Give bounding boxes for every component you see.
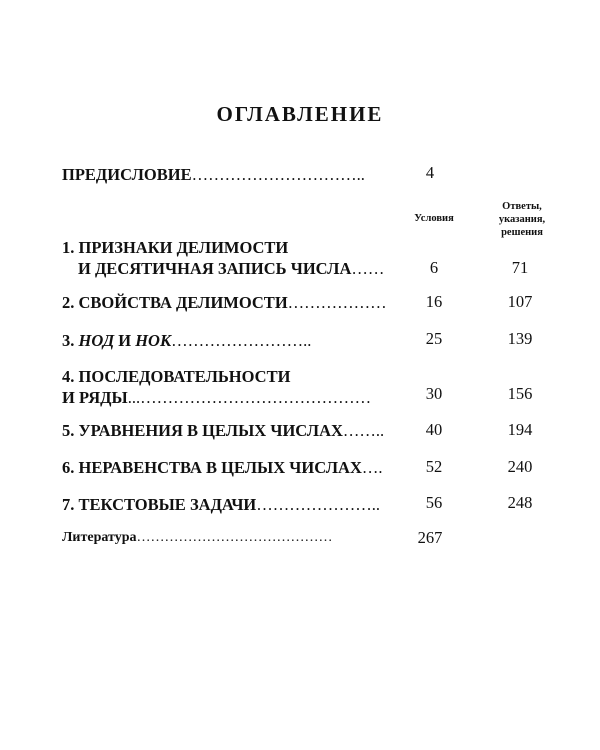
chapter-5-answers-page: 194 [507, 420, 533, 439]
column-header-answers [482, 200, 562, 239]
toc-entry-chapter-4-line1: 4. ПОСЛЕДОВАТЕЛЬНОСТИ [62, 367, 291, 386]
entry-label: ПРЕДИСЛОВИЕ [62, 165, 192, 184]
entry-lcm: НОК [135, 331, 172, 350]
entry-dots: ………………….. [256, 495, 381, 514]
toc-entry-chapter-4-line2 [62, 388, 371, 408]
toc-title: ОГЛАВЛЕНИЕ [216, 102, 384, 126]
entry-dots: …. [361, 458, 383, 477]
chapter-1-conditions-page: 6 [429, 258, 439, 277]
answers-header-line3: решения [501, 227, 543, 238]
chapter-6-answers-page: 240 [507, 457, 533, 476]
entry-label: 5. УРАВНЕНИЯ В ЦЕЛЫХ ЧИСЛАХ [62, 421, 343, 440]
entry-dots: ………………………….. [191, 165, 365, 184]
chapter-2-conditions-page: 16 [425, 292, 443, 311]
answers-header-line1: Ответы, [502, 201, 542, 212]
chapter-4-conditions-page: 30 [425, 384, 443, 403]
literature-page: 267 [417, 528, 443, 547]
chapter-2-answers-page: 107 [507, 292, 533, 311]
entry-label: 7. ТЕКСТОВЫЕ ЗАДАЧИ [62, 495, 257, 514]
chapter-7-answers-page: 248 [507, 493, 533, 512]
entry-dots: …………………….. [171, 331, 312, 350]
entry-label: 2. СВОЙСТВА ДЕЛИМОСТИ [62, 293, 288, 312]
toc-entry-chapter-3 [62, 331, 311, 351]
chapter-1-answers-page: 71 [511, 258, 529, 277]
chapter-6-conditions-page: 52 [425, 457, 443, 476]
answers-header-line2: указания, [498, 214, 546, 225]
toc-entry-chapter-6 [62, 458, 383, 478]
entry-label: 6. НЕРАВЕНСТВА В ЦЕЛЫХ ЧИСЛАХ [62, 458, 362, 477]
toc-entry-literature [62, 530, 333, 546]
column-header-conditions: Условия [414, 213, 454, 224]
toc-entry-preface [62, 165, 365, 185]
chapter-5-conditions-page: 40 [425, 420, 443, 439]
entry-gcd: НОД [78, 331, 115, 350]
entry-label: Литература [62, 530, 137, 545]
entry-label: И РЯДЫ [62, 388, 128, 407]
toc-entry-chapter-2 [62, 293, 387, 313]
chapter-7-conditions-page: 56 [425, 493, 443, 512]
entry-dots: …… [351, 259, 385, 278]
preface-page: 4 [425, 163, 435, 182]
toc-entry-chapter-1-line2 [78, 259, 384, 279]
chapter-3-answers-page: 139 [507, 329, 533, 348]
entry-and: И [114, 331, 136, 350]
entry-dots: …….. [342, 421, 385, 440]
entry-prefix: 3. [62, 331, 79, 350]
entry-dots: …………………………………… [136, 530, 333, 545]
chapter-4-answers-page: 156 [507, 384, 533, 403]
entry-label: И ДЕСЯТИЧНАЯ ЗАПИСЬ ЧИСЛА [78, 259, 352, 278]
toc-entry-chapter-1-line1: 1. ПРИЗНАКИ ДЕЛИМОСТИ [62, 238, 289, 257]
chapter-3-conditions-page: 25 [425, 329, 443, 348]
toc-entry-chapter-5 [62, 421, 384, 441]
toc-entry-chapter-7 [62, 495, 380, 515]
entry-dots: ……………… [287, 293, 387, 312]
entry-dots: ...…………………………………… [127, 388, 372, 407]
